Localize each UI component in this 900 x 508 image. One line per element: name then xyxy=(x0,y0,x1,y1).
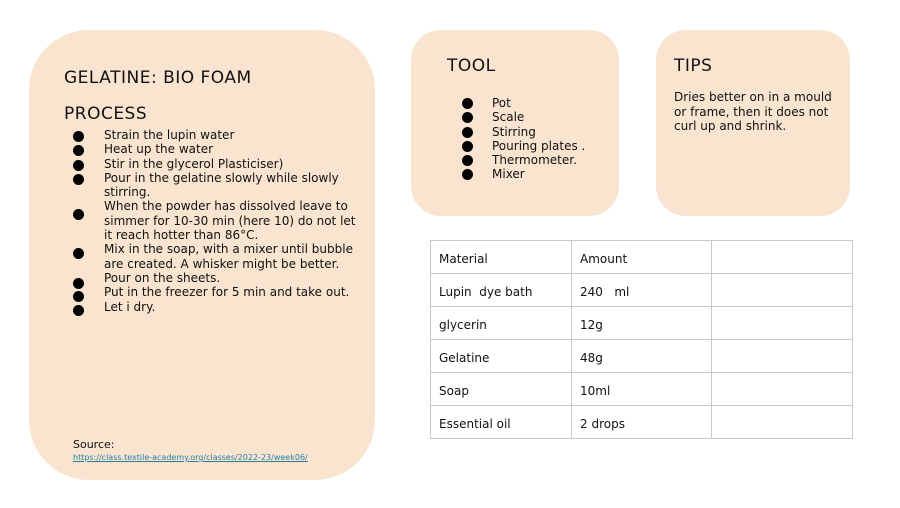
list-item: Pot xyxy=(492,96,612,110)
table-cell: 10ml xyxy=(572,373,712,406)
table-cell: 48g xyxy=(572,340,712,373)
list-item: Let i dry. xyxy=(104,300,366,314)
list-item: When the powder has dissolved leave to simmer for 10-30 min (here 10) do not let it reach hotter than 86°C. xyxy=(104,199,366,242)
bullet-icon xyxy=(73,248,84,259)
table-row xyxy=(431,274,853,307)
list-item: Mixer xyxy=(492,167,612,181)
table-row xyxy=(431,241,853,274)
bullet-icon xyxy=(73,174,84,185)
bullet-icon xyxy=(73,305,84,316)
bullet-icon xyxy=(462,169,473,180)
table-cell xyxy=(712,274,853,307)
tips-text: Dries better on in a mould or frame, then it does not curl up and shrink. xyxy=(674,90,832,133)
list-item: Heat up the water xyxy=(104,142,366,156)
list-item: Pour in the gelatine slowly while slowly stirring. xyxy=(104,171,366,200)
table-cell: Amount xyxy=(572,241,712,274)
bullet-icon xyxy=(462,98,473,109)
bullet-icon xyxy=(462,155,473,166)
source-label: Source: xyxy=(73,438,115,451)
bullet-icon xyxy=(73,278,84,289)
bullet-icon xyxy=(462,127,473,138)
bullet-icon xyxy=(73,160,84,171)
table-cell xyxy=(712,373,853,406)
list-item: Stirring xyxy=(492,125,612,139)
table-row xyxy=(431,340,853,373)
table-cell: Soap xyxy=(431,373,572,406)
list-item: Pour on the sheets. xyxy=(104,271,366,285)
table-cell: 240 ml xyxy=(572,274,712,307)
bullet-icon xyxy=(73,145,84,156)
tips-heading: TIPS xyxy=(674,56,713,76)
table-cell: Material xyxy=(431,241,572,274)
tool-card xyxy=(411,30,619,216)
bullet-icon xyxy=(462,141,473,152)
table-cell: 12g xyxy=(572,307,712,340)
bullet-icon xyxy=(73,209,84,220)
list-item: Pouring plates . xyxy=(492,139,612,153)
list-item: Thermometer. xyxy=(492,153,612,167)
process-card xyxy=(29,30,375,480)
tool-list xyxy=(492,96,612,182)
table-cell xyxy=(712,307,853,340)
tips-card xyxy=(656,30,850,216)
materials-table xyxy=(430,240,853,439)
table-cell: Gelatine xyxy=(431,340,572,373)
table-row xyxy=(431,373,853,406)
table-cell: Lupin dye bath xyxy=(431,274,572,307)
list-item: Strain the lupin water xyxy=(104,128,366,142)
table-cell: glycerin xyxy=(431,307,572,340)
process-steps-list xyxy=(104,128,366,314)
table-cell xyxy=(712,340,853,373)
process-heading: PROCESS xyxy=(64,104,148,124)
table-cell: Essential oil xyxy=(431,406,572,439)
source-link[interactable]: https://class.textile-academy.org/classes/2022-23/week06/ xyxy=(73,453,308,462)
table-cell xyxy=(712,406,853,439)
bullet-icon xyxy=(462,112,473,123)
table-cell: 2 drops xyxy=(572,406,712,439)
bullet-icon xyxy=(73,131,84,142)
list-item: Mix in the soap, with a mixer until bubble are created. A whisker might be better. xyxy=(104,242,366,271)
bullet-icon xyxy=(73,291,84,302)
table-row xyxy=(431,307,853,340)
tool-heading: TOOL xyxy=(447,56,496,76)
table-row xyxy=(431,406,853,439)
table-cell xyxy=(712,241,853,274)
list-item: Put in the freezer for 5 min and take out. xyxy=(104,285,366,299)
list-item: Scale xyxy=(492,110,612,124)
list-item: Stir in the glycerol Plasticiser) xyxy=(104,157,366,171)
main-title: GELATINE: BIO FOAM xyxy=(64,68,252,88)
